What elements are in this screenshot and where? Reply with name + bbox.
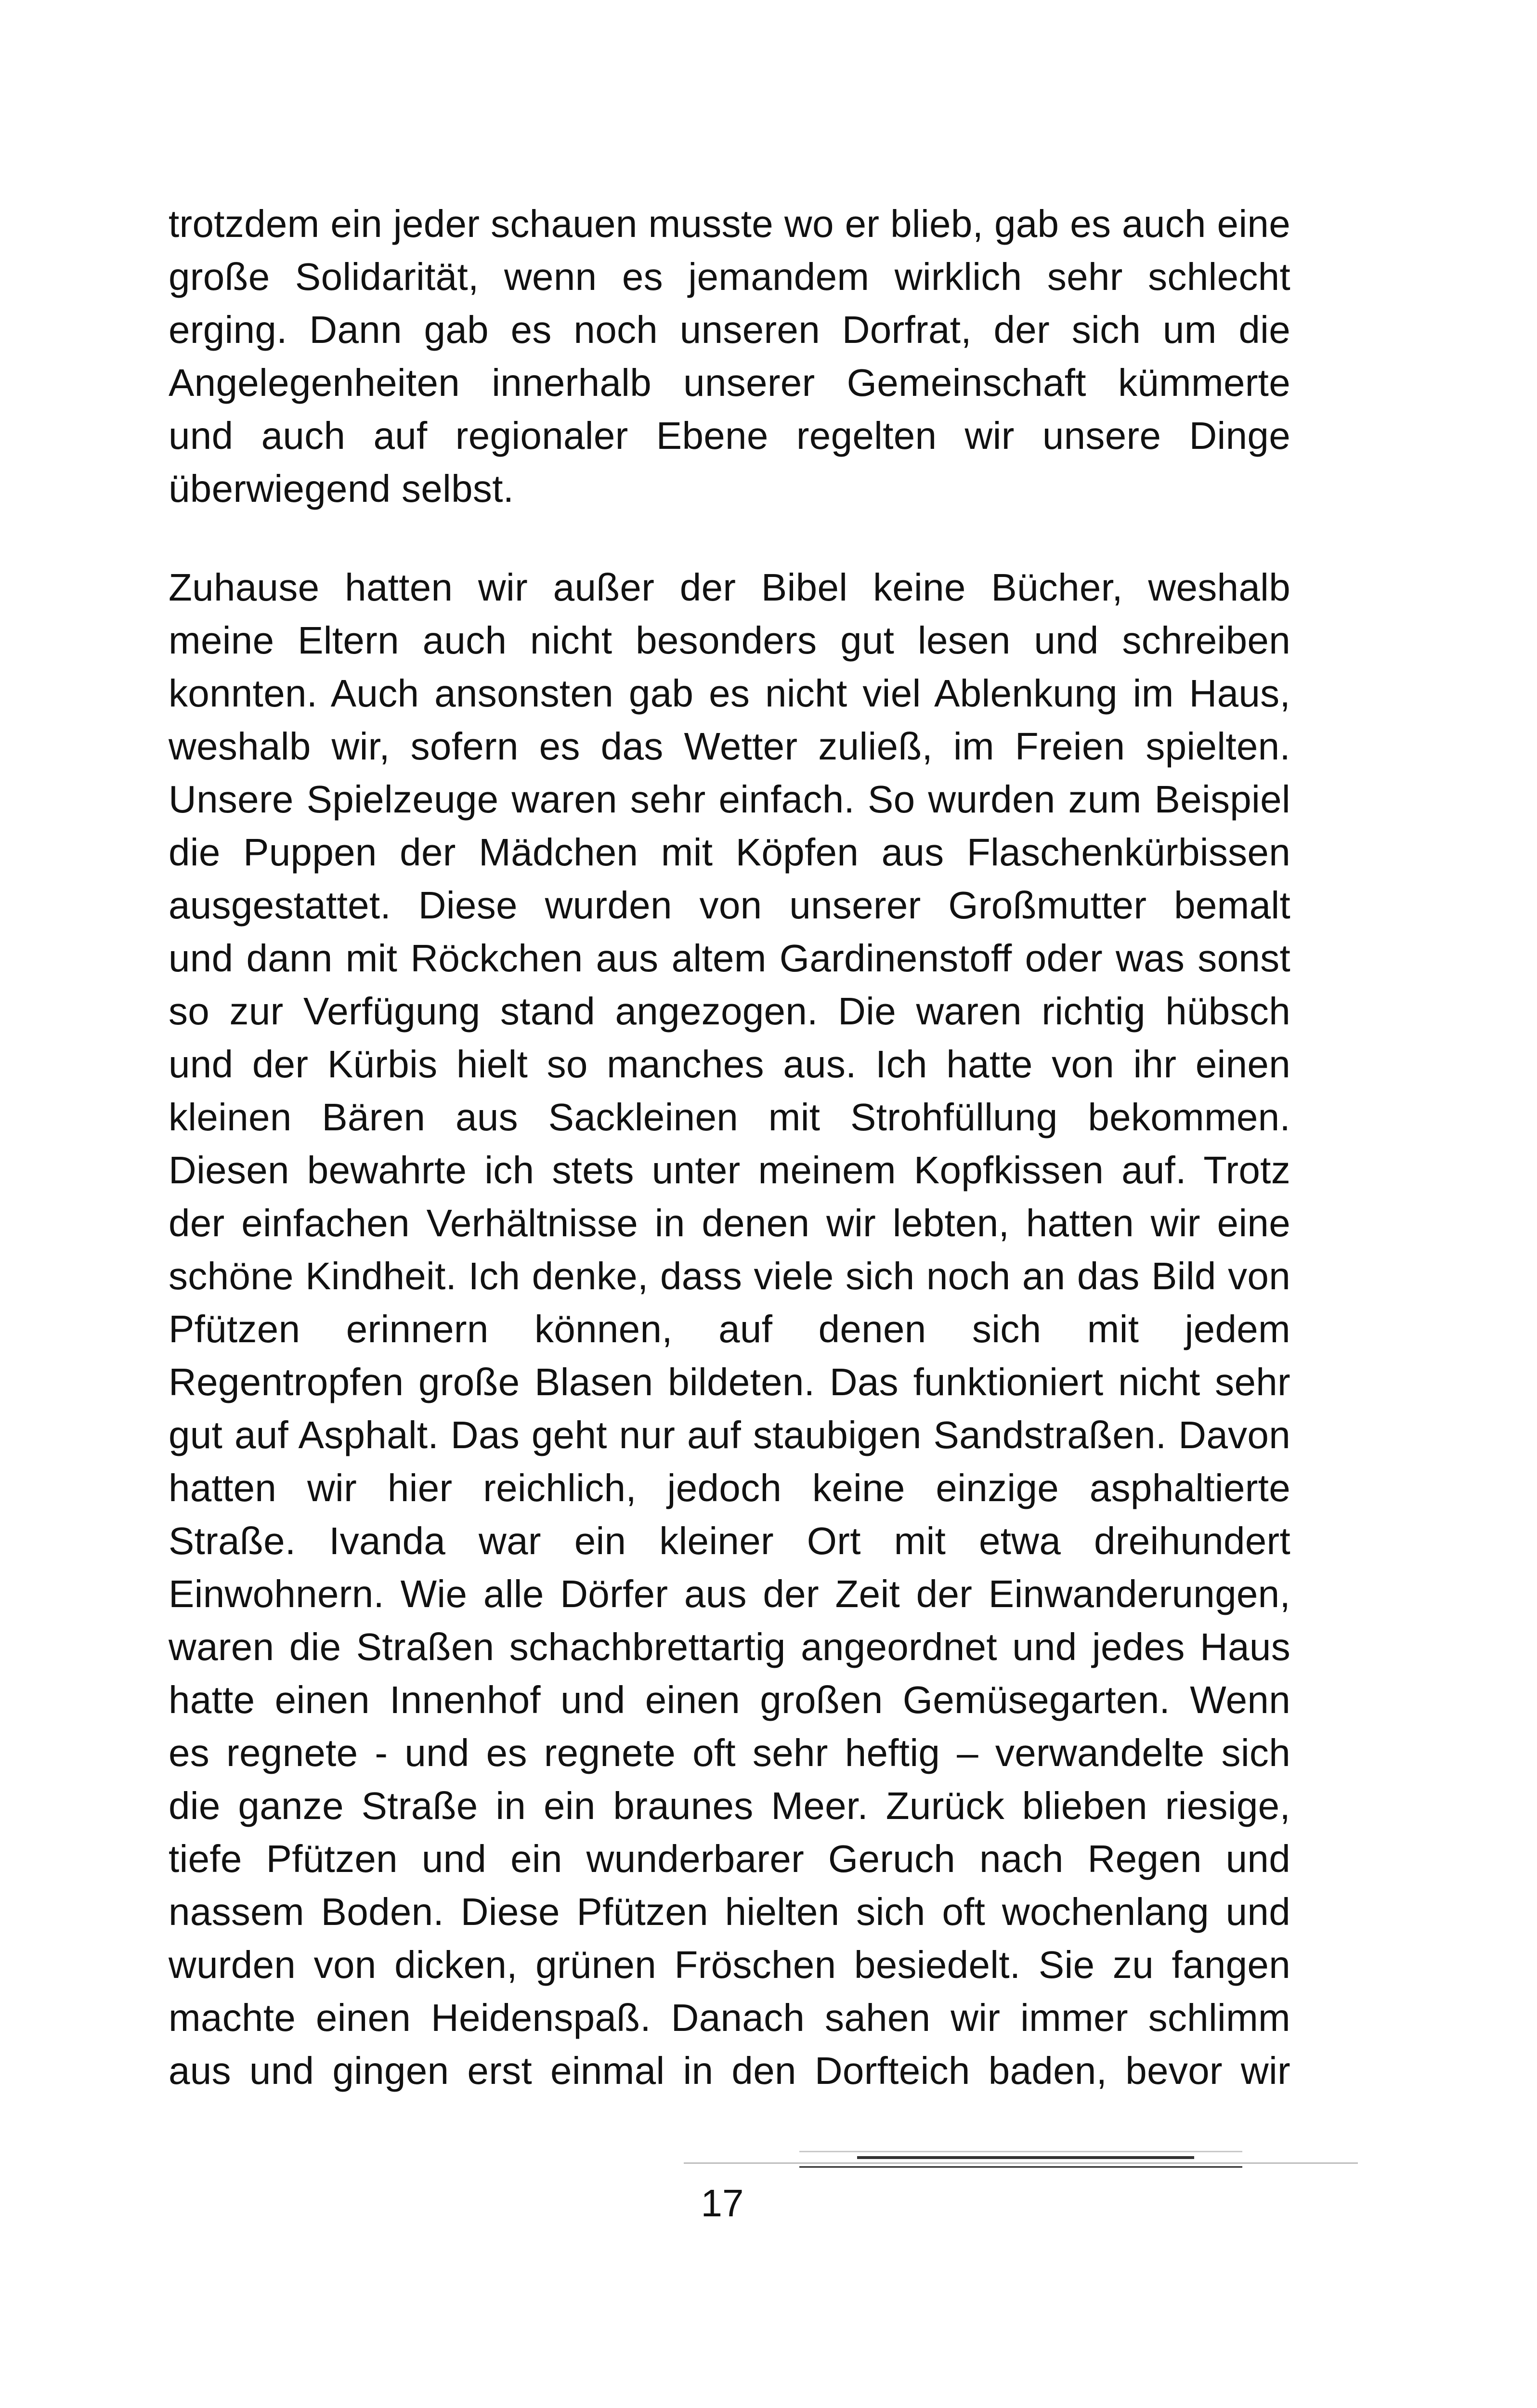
paragraph-line: und der Kürbis hielt so manches aus. Ich hatte von ihr einen <box>169 1043 1290 1086</box>
paragraph-line: machte einen Heidenspaß. Danach sahen wir immer schlimm <box>169 1996 1290 2039</box>
paragraph-line: überwiegend selbst. <box>169 467 514 510</box>
paragraph-line: meine Eltern auch nicht besonders gut lesen und schreiben <box>169 619 1290 662</box>
paragraph-line: Regentropfen große Blasen bildeten. Das funktioniert nicht sehr <box>169 1361 1290 1403</box>
paragraph-line: Zuhause hatten wir außer der Bibel keine Bücher, weshalb <box>169 566 1290 609</box>
paragraph-1 <box>169 197 1290 515</box>
paragraph-line: kleinen Bären aus Sackleinen mit Strohfüllung bekommen. <box>169 1096 1290 1139</box>
paragraph-line: Pfützen erinnern können, auf denen sich mit jedem <box>169 1308 1290 1350</box>
paragraph-line: nassem Boden. Diese Pfützen hielten sich oft wochenlang und <box>169 1890 1290 1933</box>
paragraph-line: weshalb wir, sofern es das Wetter zuließ, im Freien spielten. <box>169 725 1290 768</box>
paragraph-line: wurden von dicken, grünen Fröschen besiedelt. Sie zu fangen <box>169 1943 1290 1986</box>
paragraph-line: ausgestattet. Diese wurden von unserer Großmutter bemalt <box>169 884 1290 927</box>
paragraph-line: die Puppen der Mädchen mit Köpfen aus Flaschenkürbissen <box>169 831 1290 874</box>
paragraph-line: tiefe Pfützen und ein wunderbarer Geruch nach Regen und <box>169 1837 1290 1880</box>
paragraph-line: schöne Kindheit. Ich denke, dass viele sich noch an das Bild von <box>169 1255 1290 1297</box>
footer-divider <box>684 2162 1358 2164</box>
paragraph-line: Diesen bewahrte ich stets unter meinem Kopfkissen auf. Trotz <box>169 1149 1290 1191</box>
paragraph-line: und auch auf regionaler Ebene regelten wir unsere Dinge <box>169 414 1290 457</box>
paragraph-line: Angelegenheiten innerhalb unserer Gemeinschaft kümmerte <box>169 361 1290 404</box>
paragraph-line: konnten. Auch ansonsten gab es nicht viel Ablenkung im Haus, <box>169 672 1290 715</box>
paragraph-line: der einfachen Verhältnisse in denen wir lebten, hatten wir eine <box>169 1202 1290 1244</box>
footer-divider <box>857 2156 1194 2159</box>
paragraph-line: es regnete - und es regnete oft sehr heftig – verwandelte sich <box>169 1731 1290 1774</box>
footer-divider <box>799 2166 1242 2168</box>
paragraph-line: hatten wir hier reichlich, jedoch keine einzige asphaltierte <box>169 1466 1290 1509</box>
paragraph-line: hatte einen Innenhof und einen großen Gemüsegarten. Wenn <box>169 1678 1290 1721</box>
paragraph-line: Straße. Ivanda war ein kleiner Ort mit etwa dreihundert <box>169 1519 1290 1562</box>
paragraph-line: aus und gingen erst einmal in den Dorfteich baden, bevor wir <box>169 2049 1290 2092</box>
paragraph-2 <box>169 561 1290 2097</box>
paragraph-line: Einwohnern. Wie alle Dörfer aus der Zeit der Einwanderungen, <box>169 1572 1290 1615</box>
footer-divider <box>799 2151 1242 2152</box>
paragraph-line: gut auf Asphalt. Das geht nur auf staubigen Sandstraßen. Davon <box>169 1413 1290 1456</box>
paragraph-line: so zur Verfügung stand angezogen. Die waren richtig hübsch <box>169 990 1290 1033</box>
paragraph-line: waren die Straßen schachbrettartig angeordnet und jedes Haus <box>169 1625 1290 1668</box>
paragraph-line: die ganze Straße in ein braunes Meer. Zurück blieben riesige, <box>169 1784 1290 1827</box>
paragraph-line: und dann mit Röckchen aus altem Gardinenstoff oder was sonst <box>169 937 1290 980</box>
page-number: 17 <box>701 2182 744 2225</box>
paragraph-line: Unsere Spielzeuge waren sehr einfach. So wurden zum Beispiel <box>169 778 1290 821</box>
paragraph-line: große Solidarität, wenn es jemandem wirklich sehr schlecht <box>169 255 1290 298</box>
paragraph-line: erging. Dann gab es noch unseren Dorfrat, der sich um die <box>169 308 1290 351</box>
paragraph-line: trotzdem ein jeder schauen musste wo er blieb, gab es auch eine <box>169 202 1290 245</box>
